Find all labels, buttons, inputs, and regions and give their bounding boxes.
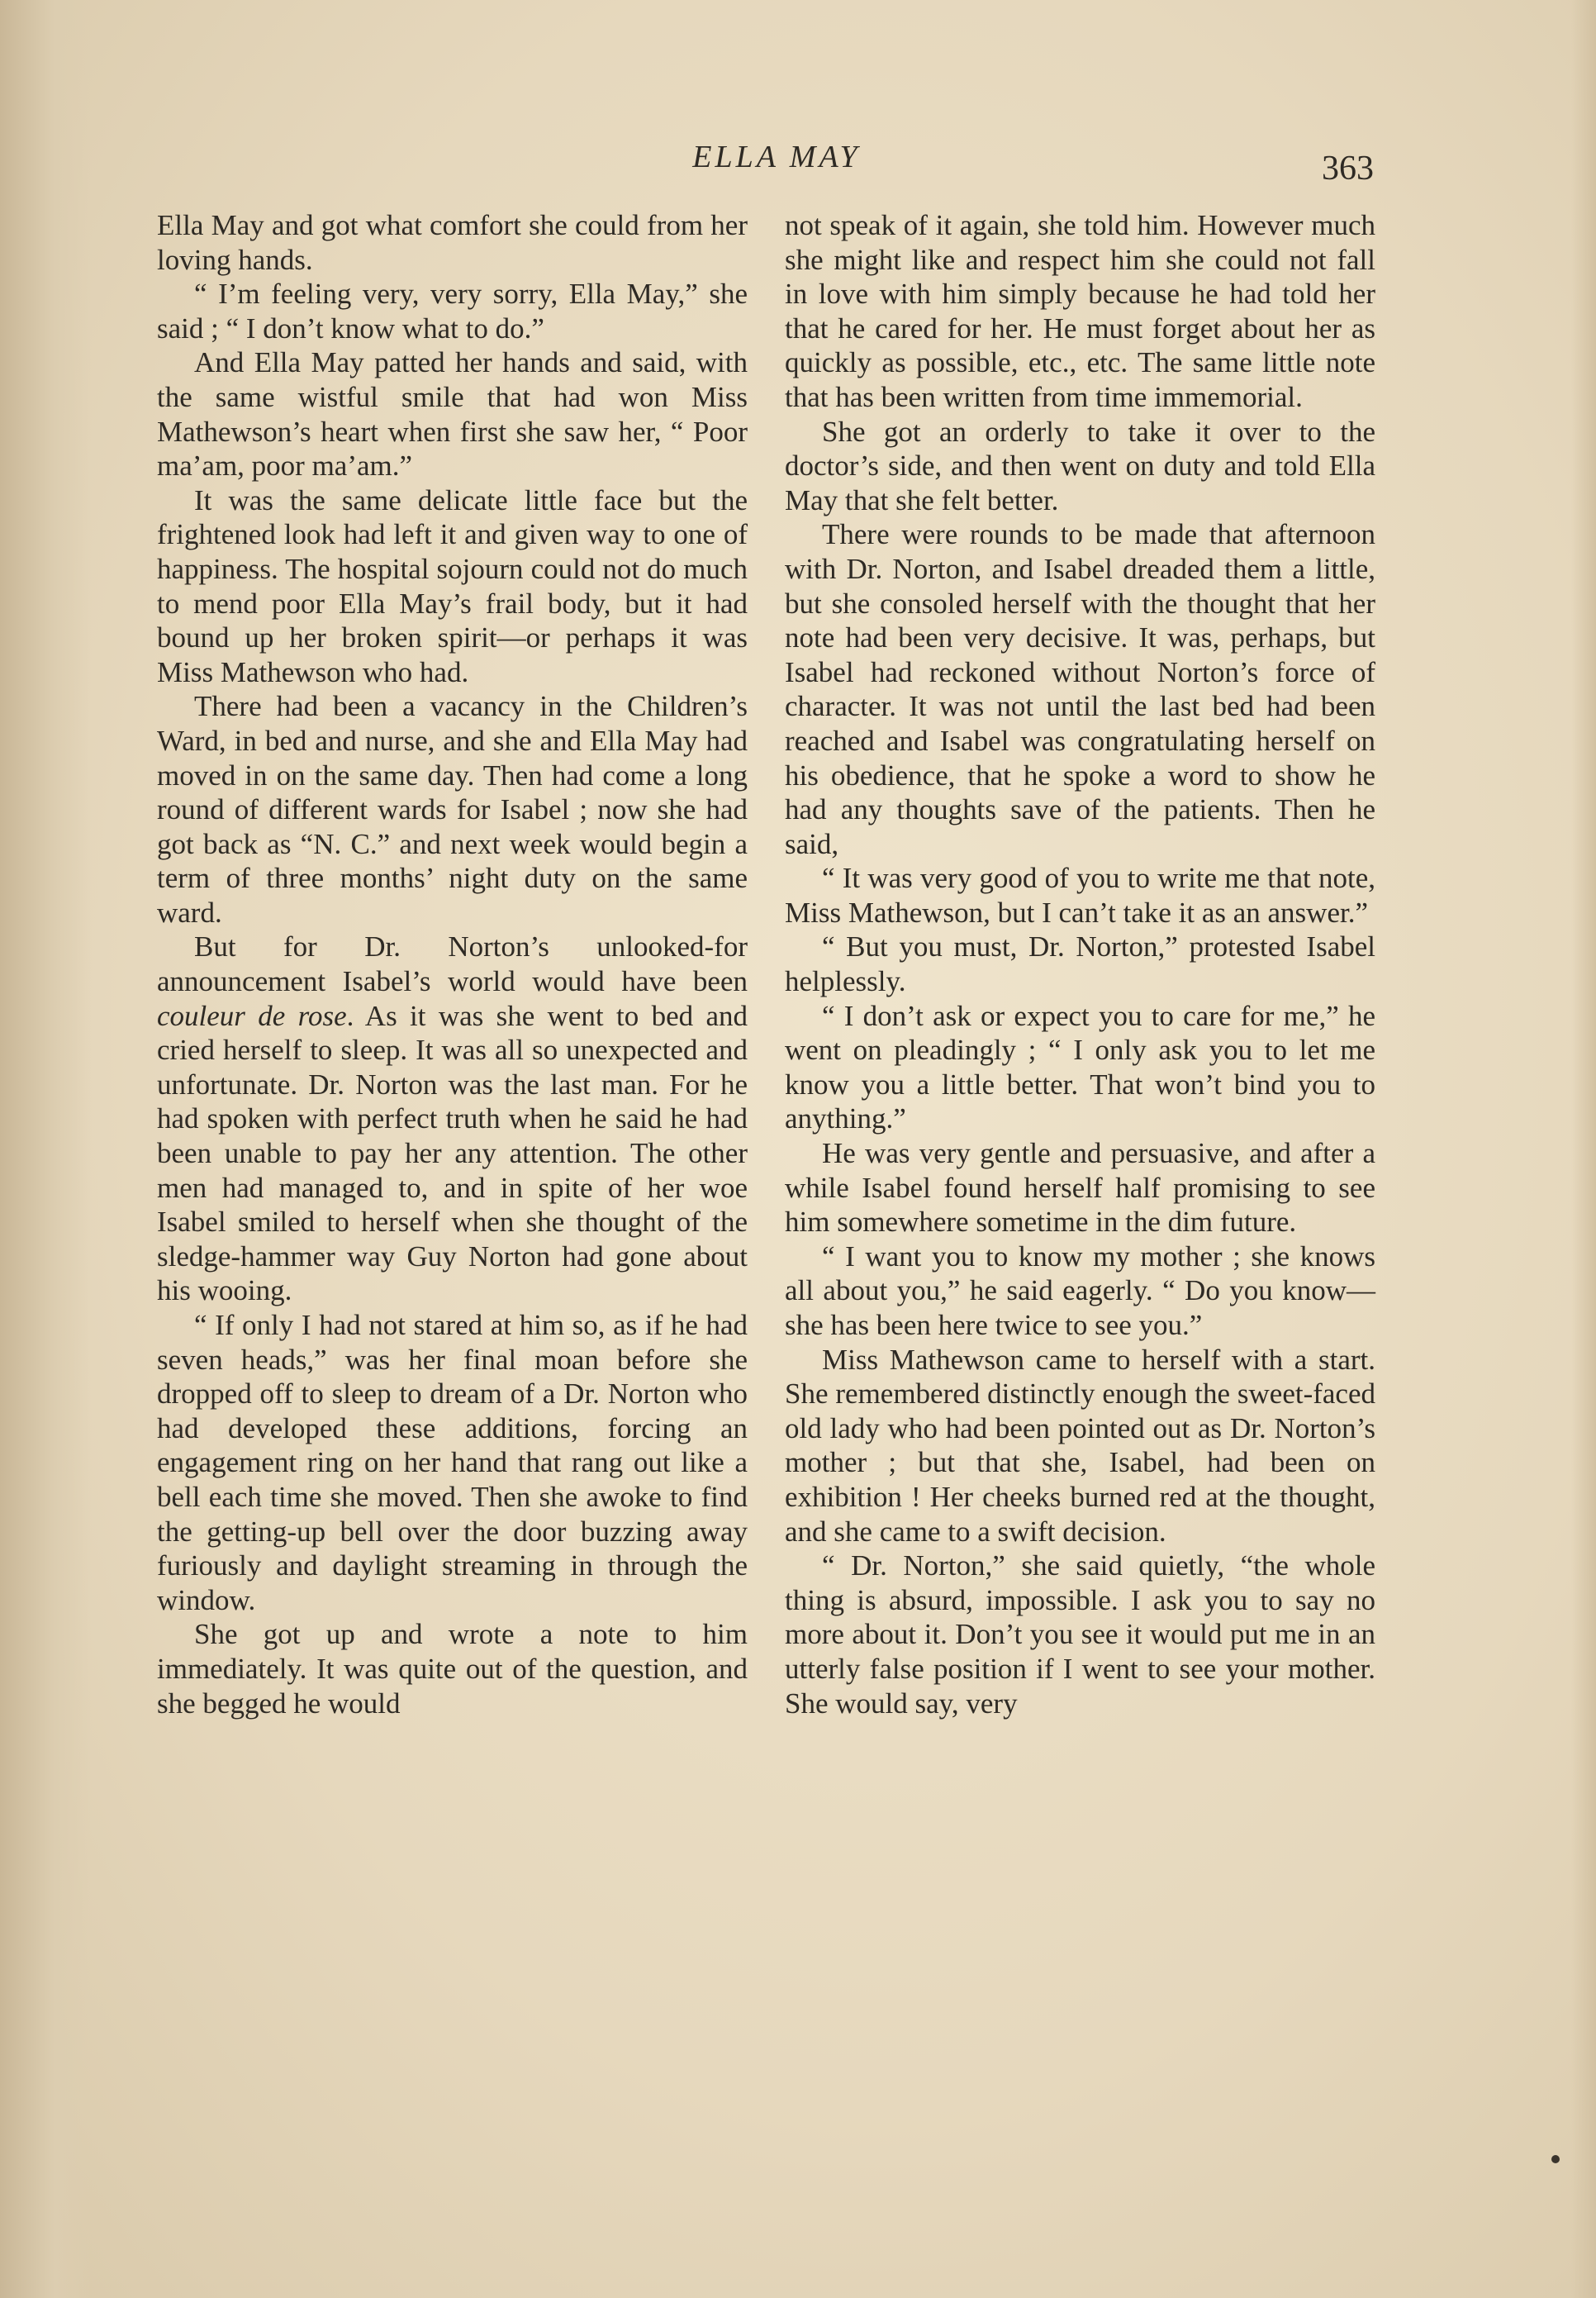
left-column xyxy=(157,208,748,1720)
paragraph: “ I want you to know my mother ; she knows all about you,” he said eagerly. “ Do you know—she has been here twice to see you.” xyxy=(785,1239,1375,1341)
paragraph: Miss Mathewson came to herself with a start. She remembered distinctly enough the sweet-faced old lady who had been pointed out as Dr. Norton’s mother ; but that she, Isabel, had been on exhibition ! Her cheeks burned red at the thought, and she came to a swift decision. xyxy=(785,1343,1375,1548)
paragraph: He was very gentle and persuasive, and after a while Isabel found herself half promising to see him somewhere sometime in the dim future. xyxy=(785,1137,1375,1239)
page-number: 363 xyxy=(1322,150,1374,188)
paragraph: “ I don’t ask or expect you to care for me,” he went on pleadingly ; “ I only ask you to let me know you a little better. That won’t bind you to anything.” xyxy=(785,999,1375,1135)
italic-phrase: couleur de rose xyxy=(157,999,347,1032)
paragraph: She got an orderly to take it over to the doctor’s side, and then went on duty and told Ella May that she felt better. xyxy=(785,415,1375,516)
paragraph: She got up and wrote a note to him immediately. It was quite out of the question, and she begged he would xyxy=(157,1618,748,1720)
paragraph: “ I’m feeling very, very sorry, Ella May,” she said ; “ I don’t know what to do.” xyxy=(157,278,748,345)
running-head: ELLA MAY xyxy=(692,140,861,174)
paragraph: “ If only I had not stared at him so, as if he had seven heads,” was her final moan before she dropped off to sleep to dream of a Dr. Norton who had developed these additions, forcing an engagement ring on her hand that rang out like a bell each time she moved. Then she awoke to find the getting-up bell over the door buzzing away furiously and daylight streaming in through the window. xyxy=(157,1309,748,1616)
paragraph: There were rounds to be made that afternoon with Dr. Norton, and Isabel dreaded them a little, but she consoled herself with the thought that her note had been very decisive. It was, perhaps, but Isabel had reckoned without Norton’s force of character. It was not until the last bed had been reached and Isabel was congratulating herself on his obedience, that he spoke a word to show he had any thoughts save of the patients. Then he said, xyxy=(785,518,1375,860)
ink-speck xyxy=(1551,2155,1560,2163)
paragraph-with-italic xyxy=(157,930,748,1308)
right-column xyxy=(785,208,1375,1720)
paragraph: “ It was very good of you to write me that note, Miss Mathewson, but I can’t take it as an answer.” xyxy=(785,862,1375,929)
paragraph: There had been a vacancy in the Children’s Ward, in bed and nurse, and she and Ella May had moved in on the same day. Then had come a long round of different wards for Isabel ; now she had got back as “N. C.” and next week would begin a term of three months’ night duty on the same ward. xyxy=(157,690,748,929)
text-run: But for Dr. Norton’s unlooked-for announcement Isabel’s world would have been xyxy=(157,930,748,998)
paragraph: not speak of it again, she told him. However much she might like and respect him she could not fall in love with him simply because he had told her that he cared for her. He must forget about her as quickly as possible, etc., etc. The same little note that has been written from time immemorial. xyxy=(785,209,1375,413)
paragraph: And Ella May patted her hands and said, with the same wistful smile that had won Miss Mathewson’s heart when first she saw her, “ Poor ma’am, poor ma’am.” xyxy=(157,346,748,483)
page-edge-shadow xyxy=(1571,0,1596,2298)
paragraph: Ella May and got what comfort she could from her loving hands. xyxy=(157,209,748,276)
text-run: . As it was she went to bed and cried herself to sleep. It was all so unexpected and unfortunate. Dr. Norton was the last man. For he had spoken with perfect truth when he said he had been unable to pay her any attention. The other men had managed to, and in spite of her woe Isabel smiled to herself when she thought of the sledge-hammer way Guy Norton had gone about his wooing. xyxy=(157,999,748,1307)
paragraph: “ But you must, Dr. Norton,” protested Isabel helplessly. xyxy=(785,930,1375,998)
page-gutter-shadow xyxy=(0,0,91,2298)
paragraph: “ Dr. Norton,” she said quietly, “the whole thing is absurd, impossible. I ask you to say no more about it. Don’t you see it would put me in an utterly false position if I went to see your mother. She would say, very xyxy=(785,1549,1375,1720)
paragraph: It was the same delicate little face but the frightened look had left it and given way to one of happiness. The hospital sojourn could not do much to mend poor Ella May’s frail body, but it had bound up her broken spirit—or perhaps it was Miss Mathewson who had. xyxy=(157,483,748,688)
